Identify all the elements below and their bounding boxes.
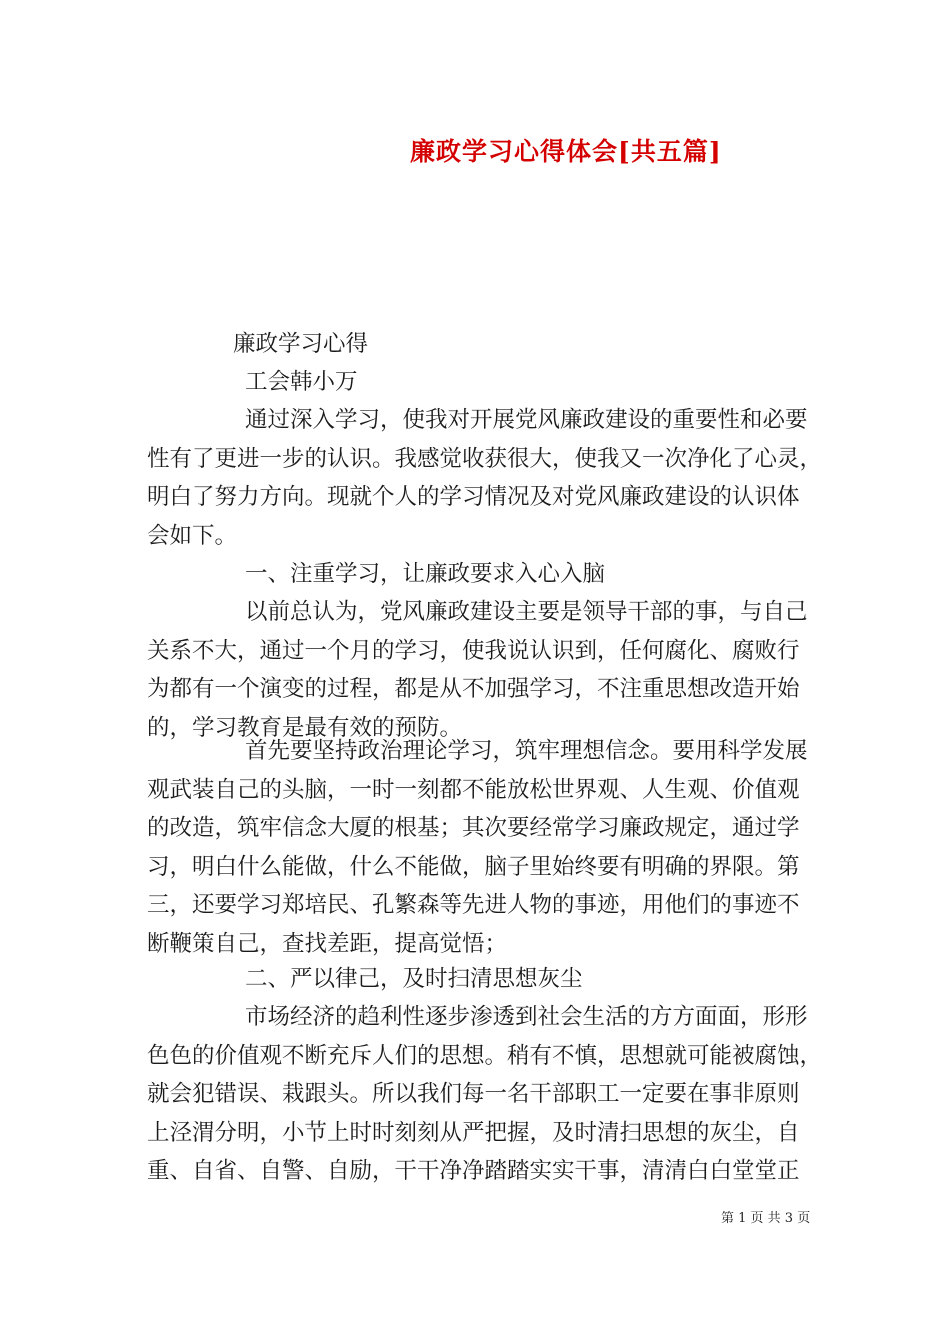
document-subtitle: 廉政学习心得: [233, 331, 369, 357]
document-author: 工会韩小万: [245, 369, 358, 395]
document-title: 廉政学习心得体会[共五篇]: [410, 137, 722, 166]
page-number-footer: 第 1 页 共 3 页: [721, 1211, 811, 1226]
paragraph-study: 以前总认为，党风廉政建设主要是领导干部的事，与自己 关系不大，通过一个月的学习，使我说认识到，任何腐化、腐败行 为都有一个演变的过程，都是从不加强学习，不注重思想改造开始 的，学习教育是最有效的预防。: [147, 599, 808, 741]
paragraph-theory: 首先要坚持政治理论学习，筑牢理想信念。要用科学发展 观武装自己的头脑，一时一刻都不能放松世界观、人生观、价值观 的改造，筑牢信念大厦的根基；其次要经常学习廉政规定，通过学 习，明白什么能做，什么不能做，脑子里始终要有明确的界限。第 三，还要学习郑培民、孔繁森等先进人物的事迹，用他们的事迹不 断鞭策自己，查找差距，提高觉悟；: [147, 738, 808, 957]
paragraph-intro: 通过深入学习，使我对开展党风廉政建设的重要性和必要 性有了更进一步的认识。我感觉收获很大，使我又一次净化了心灵， 明白了努力方向。现就个人的学习情况及对党风廉政建设的认识体 会如下。: [147, 407, 823, 549]
section-heading-2: 二、严以律己，及时扫清思想灰尘: [245, 966, 583, 992]
section-heading-1: 一、注重学习，让廉政要求入心入脑: [245, 561, 606, 587]
paragraph-market: 市场经济的趋利性逐步渗透到社会生活的方方面面，形形 色色的价值观不断充斥人们的思想。稍有不慎，思想就可能被腐蚀， 就会犯错误、栽跟头。所以我们每一名干部职工一定要在事非原则 上泾渭分明，小节上时时刻刻从严把握，及时清扫思想的灰尘，自 重、自省、自警、自励，干干净净踏踏实实干事，清清白白堂堂正: [147, 1004, 823, 1184]
